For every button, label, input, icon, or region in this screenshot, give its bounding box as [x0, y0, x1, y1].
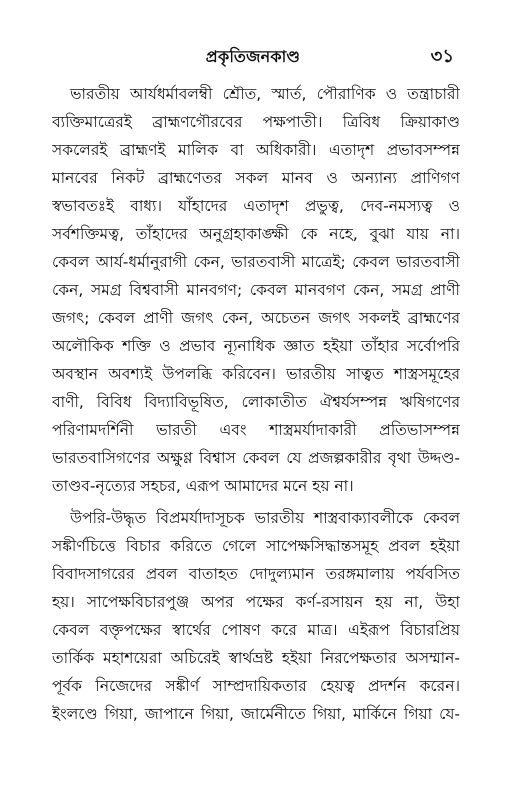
text-line: হয়। সাপেক্ষবিচারপুঞ্জ অপর পক্ষের কর্ণ-রসায়ন হয় না, উহা [52, 593, 460, 611]
paragraph-2 [52, 504, 460, 728]
text-line: কেন, সমগ্র বিশ্ববাসী মানবগণ; কেবল মানবগণ কেন, সমগ্র প্রাণী [52, 281, 460, 299]
text-line: কেবল বক্তৃপক্ষের স্বার্থের পোষণ করে মাত্র। এইরূপ বিচারপ্রিয় [52, 621, 460, 639]
text-line: পরিণামদর্শিনী ভারতী এবং শাস্ত্রমর্যাদাকারী প্রতিভাসম্পন্ন [52, 421, 460, 439]
text-line: স্বভাবতঃই বাধ্য। যাঁহাদের এতাদৃশ প্রভুত্ব, দেব-নমস্যত্ব ও [52, 197, 460, 215]
text-line: অলৌকিক শক্তি ও প্রভাব ন্যূনাধিক জ্ঞাত হইয়া তাঁহার সর্বোপরি [52, 337, 460, 355]
text-line: উপরি-উদ্ধৃত বিপ্রমর্যাদাসূচক ভারতীয় শাস্ত্রবাক্যাবলীকে কেবল [70, 509, 460, 527]
text-line: ইংলণ্ডে গিয়া, জাপানে গিয়া, জার্মেনীতে গিয়া, মার্কিনে গিয়া যে- [52, 705, 460, 723]
text-line: তার্কিক মহাশয়েরা অচিরেই স্বার্থভ্রষ্ট হইয়া নিরপেক্ষতার অসম্মান- [52, 649, 460, 667]
text-line: বিবাদসাগরের প্রবল বাতাহত দোদুল্যমান তরঙ্গমালায় পর্যবসিত [52, 565, 460, 583]
text-line: সঙ্কীর্ণচিত্তে বিচার করিতে গেলে সাপেক্ষসিদ্ধান্তসমূহ প্রবল হইয়া [52, 537, 460, 555]
text-line: তাণ্ডব-নৃত্যের সহচর, এরূপ আমাদের মনে হয় না। [52, 477, 354, 495]
text-line: সকলেরই ব্রাহ্মণই মালিক বা অধিকারী। এতাদৃশ প্রভাবসম্পন্ন [52, 141, 460, 159]
text-line: বাণী, বিবিধ বিদ্যাবিভূষিত, লোকাতীত ঐশ্বর্যসম্পন্ন ঋষিগণের [52, 393, 460, 411]
paragraph-1 [52, 80, 460, 500]
page-number: ৩১ [430, 46, 454, 67]
text-line: জগৎ; কেবল প্রাণী জগৎ কেন, অচেতন জগৎ সকলই ব্রাহ্মণের [52, 309, 460, 327]
text-line: ভারতবাসিগণের অক্ষুণ্ণ বিশ্বাস কেবল যে প্রজল্পকারীর বৃথা উদ্দণ্ড- [52, 449, 460, 467]
text-line: ভারতীয় আর্যধর্মাবলম্বী শ্রৌত, স্মার্ত, পৌরাণিক ও তন্ত্রাচারী [70, 85, 460, 103]
text-line: ব্যক্তিমাত্রেরই ব্রাহ্মণগৌরবের পক্ষপাতী। ত্রিবিধ ক্রিয়াকাণ্ড [52, 113, 460, 131]
text-line: মানবের নিকট ব্রাহ্মণেতর সকল মানব ও অন্যান্য প্রাণিগণ [52, 169, 460, 187]
text-line: অবস্থান অবশ্যই উপলব্ধি করিবেন। ভারতীয় সাত্বত শাস্ত্রসমূহের [52, 365, 460, 383]
running-title: প্রকৃতিজনকাণ্ড [205, 47, 301, 66]
text-line: সর্বশক্তিমত্ব, তাঁহাদের অনুগ্রহাকাঙ্ক্ষী কে নহে, বুঝা যায় না। [52, 225, 460, 243]
text-line: পূর্বক নিজেদের সঙ্কীর্ণ সাম্প্রদায়িকতার হেয়ত্ব প্রদর্শন করেন। [52, 677, 460, 695]
text-line: কেবল আর্য-ধর্মানুরাগী কেন, ভারতবাসী মাত্রেই; কেবল ভারতবাসী [52, 253, 460, 271]
body-text [52, 80, 460, 728]
